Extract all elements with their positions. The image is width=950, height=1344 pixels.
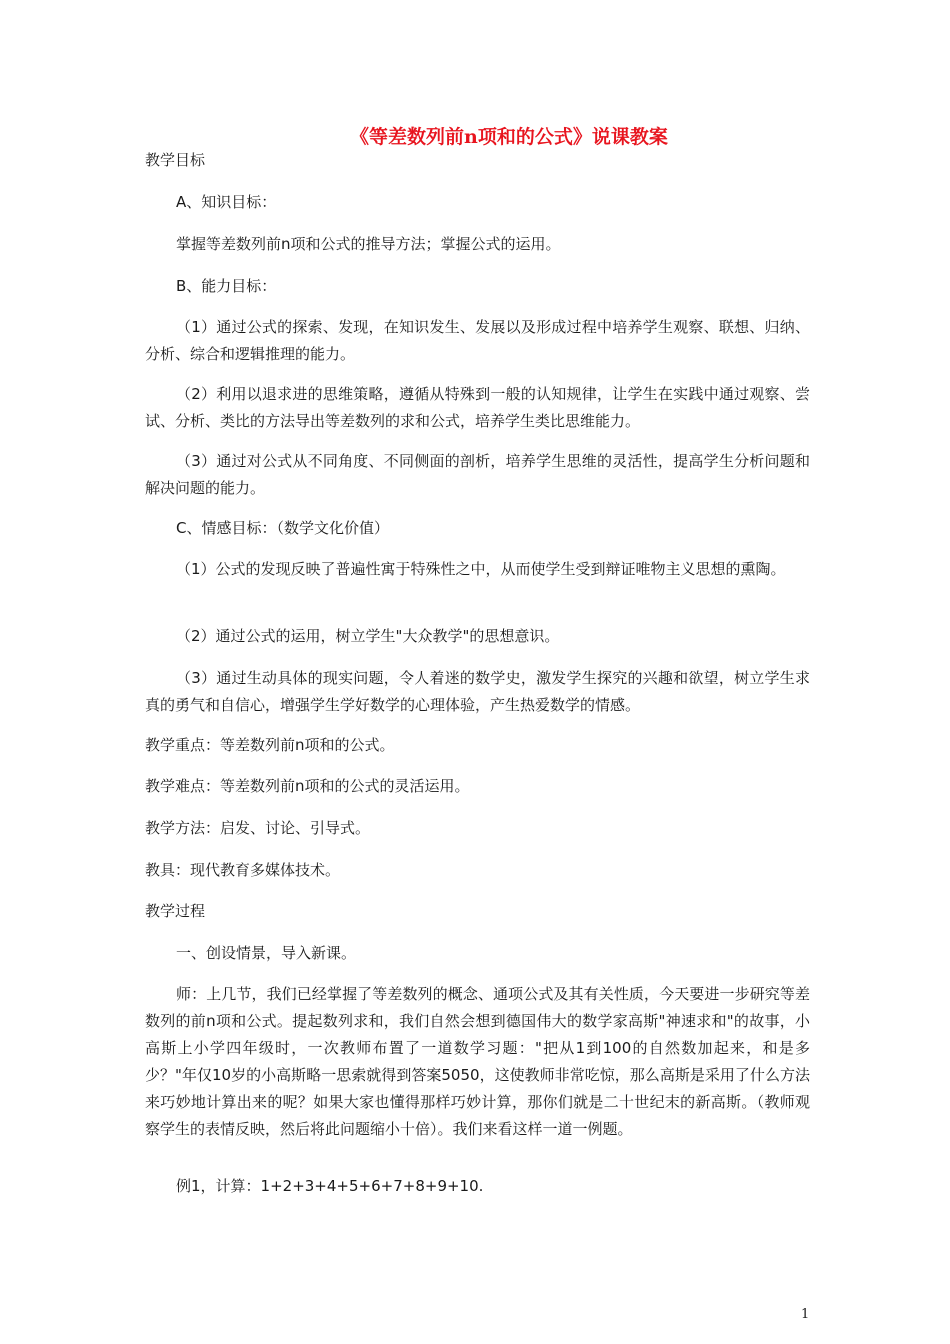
document-title: 《等差数列前n项和的公式》说课教案: [350, 126, 668, 148]
paragraph: （1）通过公式的探索、发现，在知识发生、发展以及形成过程中培养学生观察、联想、归纳、分析、综合和逻辑推理的能力。: [145, 318, 810, 363]
paragraph: （3）通过对公式从不同角度、不同侧面的剖析，培养学生思维的灵活性，提高学生分析问题和解决问题的能力。: [145, 452, 810, 497]
paragraph: 掌握等差数列前n项和公式的推导方法；掌握公式的运用。: [176, 235, 561, 253]
paragraph: （2）利用以退求进的思维策略，遵循从特殊到一般的认知规律，让学生在实践中通过观察、尝试、分析、类比的方法导出等差数列的求和公式，培养学生类比思维能力。: [145, 385, 810, 430]
paragraph: （3）通过生动具体的现实问题，令人着迷的数学史，激发学生探究的兴趣和欲望，树立学生求真的勇气和自信心，增强学生学好数学的心理体验，产生热爱数学的情感。: [145, 669, 810, 714]
example-one: 例1，计算：1+2+3+4+5+6+7+8+9+10.: [176, 1177, 484, 1195]
heading-teaching-goals: 教学目标: [145, 151, 206, 169]
heading-emotion-goals: C、情感目标：（数学文化价值）: [176, 519, 389, 537]
key-point: 教学重点：等差数列前n项和的公式。: [145, 736, 395, 754]
difficult-point: 教学难点：等差数列前n项和的公式的灵活运用。: [145, 777, 470, 795]
heading-knowledge-goals: A、知识目标：: [176, 193, 277, 211]
paragraph: 师：上几节，我们已经掌握了等差数列的概念、通项公式及其有关性质，今天要进一步研究等差数列的前n项和公式。提起数列求和，我们自然会想到德国伟大的数学家高斯"神速求和"的故事，小高斯上小学四年级时，一次教师布置了一道数学习题："把从1到100的自然数加起来，和是多少？"年仅10岁的小高斯略一思索就得到答案5050，这使教师非常吃惊，那么高斯是采用了什么方法来巧妙地计算出来的呢？如果大家也懂得那样巧妙计算，那你们就是二十世纪末的新高斯。（教师观察学生的表情反映，然后将此问题缩小十倍）。我们来看这样一道一例题。: [145, 985, 810, 1138]
teaching-aids: 教具：现代教育多媒体技术。: [145, 861, 341, 879]
paragraph: （2）通过公式的运用，树立学生"大众教学"的思想意识。: [176, 627, 560, 645]
heading-teaching-process: 教学过程: [145, 902, 206, 920]
page-number: 1: [801, 1307, 810, 1322]
heading-ability-goals: B、能力目标：: [176, 277, 277, 295]
heading-section-one: 一、创设情景，导入新课。: [176, 944, 357, 962]
teaching-method: 教学方法：启发、讨论、引导式。: [145, 819, 371, 837]
paragraph: （1）公式的发现反映了普遍性寓于特殊性之中，从而使学生受到辩证唯物主义思想的熏陶。: [176, 560, 786, 578]
